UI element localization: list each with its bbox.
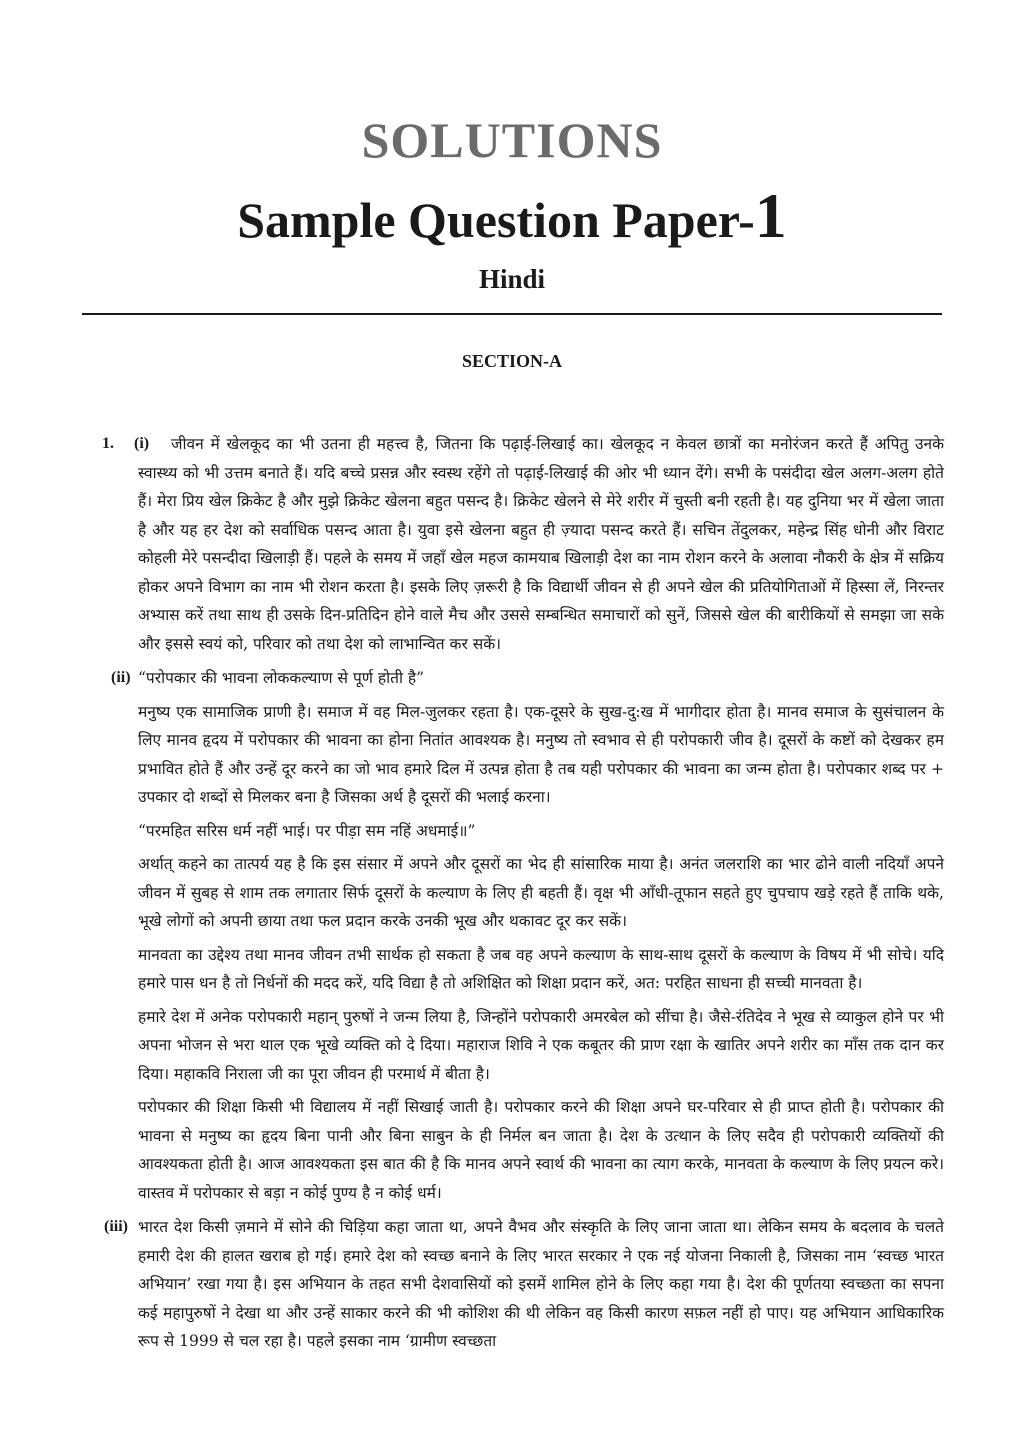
answer-part-ii [82,664,944,1207]
paragraph: अर्थात् कहने का तात्पर्य यह है कि इस संसार में अपने और दूसरों का भेद ही सांसारिक माया है। अनंत जलराशि का भार ढोने वाली नदियाँ अपने जीवन में सुबह से शाम तक लगातार सिर्फ दूसरों के कल्याण के लिए ही बहती हैं। वृक्ष भी आँधी-तूफान सहते हुए चुपचाप खड़े रहते हैं ताकि थके, भूखे लोगों को अपनी छाया तथा फल प्रदान करके उनकी भूख और थकावट दूर कर सकें। [138,855,944,930]
page-title: SOLUTIONS [361,112,663,168]
paragraph: हमारे देश में अनेक परोपकारी महान् पुरुषों ने जन्म लिया है, जिन्होंने परोपकारी अमरबेल को सींचा है। जैसे-रंतिदेव ने भूख से व्याकुल होने पर भी अपना भोजन से भरा थाल एक भूखे व्यक्ति को दे दिया। महाराज शिवि ने एक कबूतर की प्राण रक्षा के खातिर अपने शरीर का माँस तक दान कर दिया। महाकवि निराला जी का पूरा जीवन ही परमार्थ में बीता है। [138,1007,944,1083]
part-label: (i) [134,435,150,452]
paragraph: जीवन में खेलकूद का भी उतना ही महत्त्व है, जितना कि पढ़ाई-लिखाई का। खेलकूद न केवल छात्रों का मनोरंजन करते हैं अपितु उनके स्वास्थ्य को भी उत्तम बनाते हैं। यदि बच्चे प्रसन्न और स्वस्थ रहेंगे तो पढ़ाई-लिखाई की ओर भी ध्यान देंगे। सभी के पसंदीदा खेल अलग-अलग होते हैं। मेरा प्रिय खेल क्रिकेट है और मुझे क्रिकेट खेलना बहुत पसन्द है। क्रिकेट खेलने से मेरे शरीर में चुस्ती बनी रहती है। यह दुनिया भर में खेला जाता है और यह हर देश को सर्वाधिक पसन्द आता है। युवा इसे खेलना बहुत ही ज़्यादा पसन्द करते हैं। सचिन तेंदुलकर, महेन्द्र सिंह धोनी और विराट कोहली मेरे पसन्दीदा खिलाड़ी हैं। पहले के समय में जहाँ खेल महज कामयाब खिलाड़ी देश का नाम रोशन करने के अलावा नौकरी के क्षेत्र में सक्रिय होकर अपने विभाग का नाम भी रोशन करता है। इसके लिए ज़रूरी है कि विद्यार्थी जीवन से ही अपने खेल की प्रतियोगिताओं में हिस्सा लें, निरन्तर अभ्यास करें तथा साथ ही उसके दिन-प्रतिदिन होने वाले मैच और उससे सम्बन्धित समाचारों को सुनें, जिससे खेल की बारीकियों से समझा जा सके और इससे स्वयं को, परिवार को तथा देश को लाभान्वित कर सकें। [138,435,944,653]
paragraph: परोपकार की शिक्षा किसी भी विद्यालय में नहीं सिखाई जाती है। परोपकार करने की शिक्षा अपने घर-परिवार से ही प्राप्त होती है। परोपकार की भावना से मनुष्य का हृदय बिना पानी और बिना साबुन के ही निर्मल बन जाता है। देश के उत्थान के लिए सदैव ही परोपकारी व्यक्तियों की आवश्यकता होती है। आज आवश्यकता इस बात की है कि मानव अपने स्वार्थ की भावना का त्याग करके, मानवता के कल्याण के लिए प्रयत्न करे। वास्तव में परोपकार से बड़ा न कोई पुण्य है न कोई धर्म। [138,1098,944,1202]
paper-title-text: Sample Question Paper- [237,192,755,248]
answer-part-i [82,430,944,658]
paragraph: मानवता का उद्देश्य तथा मानव जीवन तभी सार्थक हो सकता है जब वह अपने कल्याण के साथ-साथ दूसरों के कल्याण के विषय में भी सोचे। यदि हमारे पास धन है तो निर्धनों की मदद करें, यदि विद्या है तो अशिक्षित को शिक्षा प्रदान करें, अत: परहित साधना ही सच्ची मानवता है। [138,945,944,992]
section-heading: SECTION-A [461,351,563,371]
quotation: “परमहित सरिस धर्म नहीं भाई। पर पीड़ा सम नहिं अधमाई॥” [138,821,476,840]
header-divider [82,313,942,315]
part-label: (ii) [111,669,131,686]
solution-body [82,430,944,1362]
paper-title [0,180,1024,252]
question-number: 1. [102,435,114,452]
essay-title: “परोपकार की भावना लोककल्याण से पूर्ण होती है” [138,669,425,687]
subject-heading: Hindi [478,264,546,294]
answer-text [138,1213,944,1356]
part-label: (iii) [104,1218,128,1235]
paragraph: मनुष्य एक सामाजिक प्राणी है। समाज में वह मिल-जुलकर रहता है। एक-दूसरे के सुख-दु:ख में भागीदार होता है। मानव समाज के सुसंचालन के लिए मानव हृदय में परोपकार की भावना का होना नितांत आवश्यक है। मनुष्य तो स्वभाव से ही परोपकारी जीव है। दूसरों के कष्टों को देखकर हम प्रभावित होते हैं और उन्हें दूर करने का जो भाव हमारे दिल में उत्पन्न होता है तब यही परोपकार की भावना का जन्म होता है। परोपकार शब्द पर + उपकार दो शब्दों से मिलकर बना है जिसका अर्थ है दूसरों की भलाई करना। [138,702,944,806]
answer-text [105,430,944,658]
answer-part-iii [82,1213,944,1356]
paragraph: भारत देश किसी ज़माने में सोने की चिड़िया कहा जाता था, अपने वैभव और संस्कृति के लिए जाना जाता था। लेकिन समय के बदलाव के चलते हमारी देश की हालत खराब हो गई। हमारे देश को स्वच्छ बनाने के लिए भारत सरकार ने एक नई योजना निकाली है, जिसका नाम ‘स्वच्छ भारत अभियान’ रखा गया है। इस अभियान के तहत सभी देशवासियों को इसमें शामिल होने के लिए कहा गया है। देश की पूर्णतया स्वच्छता का सपना कई महापुरुषों ने देखा था और उन्हें साकार करने की भी कोशिश की थी लेकिन वह किसी कारण सफ़ल नहीं हो पाए। यह अभियान आधिकारिक रूप से 1999 से चल रहा है। पहले इसका नाम ‘ग्रामीण स्वच्छता [138,1218,944,1350]
answer-text [138,664,944,1207]
paper-number: 1 [754,180,787,251]
